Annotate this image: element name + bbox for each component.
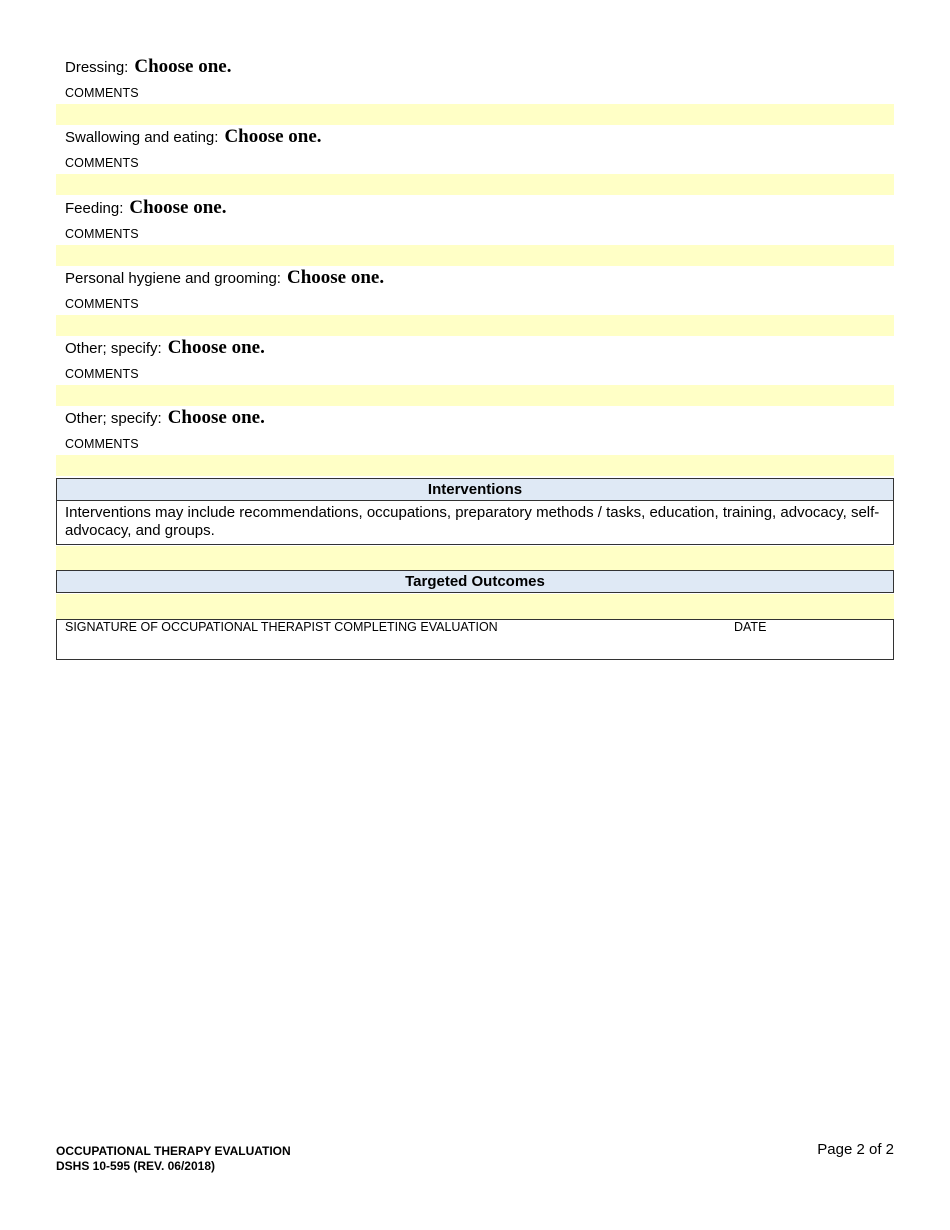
adl-row-other-2 — [56, 403, 894, 473]
comments-label: COMMENTS — [65, 437, 139, 452]
adl-row-swallowing — [56, 122, 894, 192]
row-label: Personal hygiene and grooming: — [65, 269, 281, 287]
row-label: Other; specify: — [65, 410, 162, 428]
hygiene-choice-dropdown[interactable]: Choose one. — [286, 266, 385, 288]
swallowing-choice-dropdown[interactable]: Choose one. — [224, 126, 322, 148]
adl-form — [56, 52, 894, 474]
row-label: Other; specify: — [65, 340, 162, 358]
footer-form-info — [56, 1144, 291, 1174]
interventions-header: Interventions — [57, 479, 893, 500]
other-2-comments-field[interactable] — [56, 455, 894, 476]
adl-row-hygiene — [56, 263, 894, 333]
footer-form-title: OCCUPATIONAL THERAPY EVALUATION — [56, 1144, 291, 1158]
adl-row-other-1 — [56, 333, 894, 403]
row-label: Feeding: — [65, 199, 124, 217]
date-label: DATE — [734, 620, 767, 634]
feeding-choice-dropdown[interactable]: Choose one. — [129, 196, 227, 218]
comments-label: COMMENTS — [65, 367, 139, 382]
signature-box — [56, 619, 894, 660]
other-2-choice-dropdown[interactable]: Choose one. — [167, 407, 265, 429]
comments-label: COMMENTS — [65, 226, 139, 241]
interventions-input-field[interactable] — [56, 546, 894, 570]
footer-form-number: DSHS 10-595 (REV. 06/2018) — [56, 1159, 215, 1173]
dressing-choice-dropdown[interactable]: Choose one. — [134, 56, 232, 77]
comments-label: COMMENTS — [65, 296, 139, 311]
targeted-outcomes-box — [56, 570, 894, 593]
comments-label: COMMENTS — [65, 86, 139, 100]
targeted-outcomes-input-field[interactable] — [56, 594, 894, 619]
page-number: Page 2 of 2 — [817, 1141, 894, 1158]
targeted-outcomes-header: Targeted Outcomes — [57, 571, 893, 592]
other-1-choice-dropdown[interactable]: Choose one. — [167, 337, 265, 359]
interventions-box — [56, 478, 894, 545]
interventions-text: Interventions may include recommendations, occupations, preparatory methods / tasks, education, training, advocacy, self-advocacy, and groups. — [57, 500, 893, 544]
signature-label: SIGNATURE OF OCCUPATIONAL THERAPIST COMPLETING EVALUATION — [65, 620, 498, 634]
row-label: Dressing: — [65, 59, 129, 76]
comments-label: COMMENTS — [65, 156, 139, 171]
row-label: Swallowing and eating: — [65, 129, 219, 147]
adl-row-dressing — [56, 52, 894, 122]
adl-row-feeding — [56, 193, 894, 263]
